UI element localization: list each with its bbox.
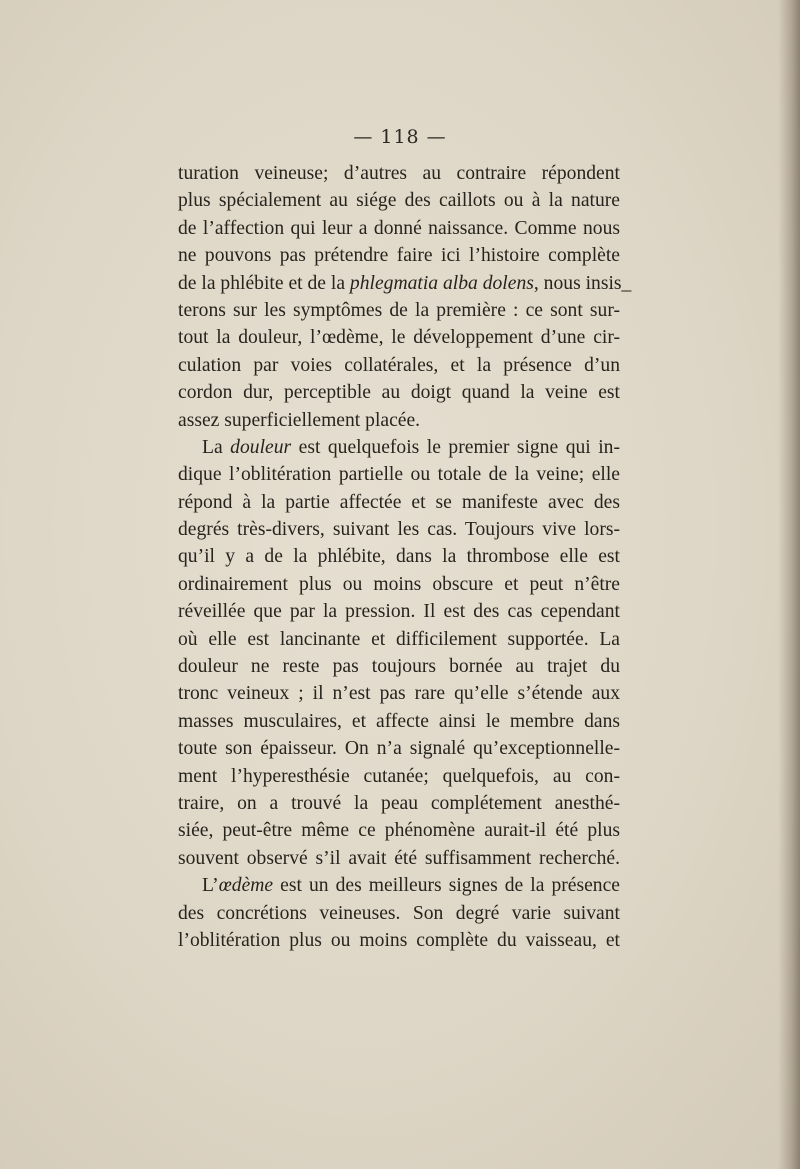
text-run: est quelquefois le premier signe qui in- <box>291 436 620 458</box>
text-line <box>178 680 620 707</box>
text-line <box>178 763 620 790</box>
text-line <box>178 187 620 214</box>
text-line <box>178 297 620 324</box>
text-run: tout la douleur, l’œdème, le développement d’une cir- <box>178 327 620 349</box>
italic-text: douleur <box>230 436 292 458</box>
text-line <box>178 489 620 516</box>
italic-text: œdème <box>218 875 274 897</box>
text-line <box>178 543 620 570</box>
text-run: ordinairement plus ou moins obscure et peut n’être <box>178 573 620 595</box>
text-line <box>178 215 620 242</box>
text-run: plus spécialement au siége des caillots ou à la nature <box>178 190 620 212</box>
text-line <box>178 927 620 954</box>
text-run: masses musculaires, et affecte ainsi le membre dans <box>178 710 620 732</box>
text-line <box>178 324 620 351</box>
text-run: de la phlébite et de la <box>178 272 350 294</box>
text-run: traire, on a trouvé la peau complétement anesthé- <box>178 792 620 814</box>
text-line <box>178 735 620 762</box>
italic-text: phlegmatia alba dolens <box>349 272 534 294</box>
text-line <box>178 626 620 653</box>
text-line <box>178 160 620 187</box>
text-run: turation veineuse; d’autres au contraire répondent <box>178 163 620 184</box>
text-line <box>178 242 620 269</box>
text-line <box>178 270 632 297</box>
text-line <box>178 817 620 844</box>
text-run: réveillée que par la pression. Il est des cas cependant <box>178 601 620 623</box>
text-run: L’ <box>202 875 219 897</box>
text-run: , nous insis_ <box>533 272 632 294</box>
text-run: ne pouvons pas prétendre faire ici l’histoire complète <box>178 245 620 267</box>
text-line <box>178 379 620 406</box>
text-line <box>178 434 620 461</box>
text-run: degrés très-divers, suivant les cas. Toujours vive lors- <box>178 519 620 541</box>
binding-shadow <box>778 0 800 1169</box>
text-line <box>178 461 620 488</box>
text-line <box>178 790 620 817</box>
text-line <box>178 571 620 598</box>
text-run: répond à la partie affectée et se manifeste avec des <box>178 491 620 513</box>
text-run: terons sur les symptômes de la première : ce sont sur- <box>178 299 620 321</box>
text-run: ment l’hyperesthésie cutanée; quelquefois, au con- <box>178 765 620 787</box>
text-run: de l’affection qui leur a donné naissance. Comme nous <box>178 217 620 239</box>
text-run: La <box>202 436 231 458</box>
text-run: tronc veineux ; il n’est pas rare qu’elle s’étende aux <box>178 683 620 705</box>
text-run: où elle est lancinante et difficilement supportée. La <box>178 628 620 650</box>
text-line <box>178 900 620 927</box>
text-run: douleur ne reste pas toujours bornée au trajet du <box>178 656 620 678</box>
text-run: siée, peut-être même ce phénomène aurait-il été plus <box>178 820 620 842</box>
text-line <box>178 598 620 625</box>
body-text <box>178 160 632 954</box>
text-run: cordon dur, perceptible au doigt quand la veine est <box>178 382 620 404</box>
text-run: culation par voies collatérales, et la présence d’un <box>178 354 620 376</box>
text-run: dique l’oblitération partielle ou totale de la veine; elle <box>178 464 620 486</box>
text-run: qu’il y a de la phlébite, dans la thrombose elle est <box>178 546 620 568</box>
text-run: des concrétions veineuses. Son degré varie suivant <box>178 902 620 924</box>
text-line <box>178 352 620 379</box>
page-number: — 118 — <box>353 126 447 148</box>
text-run: l’oblitération plus ou moins complète du vaisseau, et <box>178 929 620 951</box>
text-line <box>178 653 620 680</box>
text-line <box>178 516 620 543</box>
text-line <box>178 407 620 434</box>
text-run: assez superficiellement placée. <box>178 409 421 431</box>
text-line <box>178 845 620 872</box>
text-run: souvent observé s’il avait été suffisamment recherché. <box>178 847 620 869</box>
text-line <box>178 872 620 899</box>
text-line <box>178 708 620 735</box>
text-run: est un des meilleurs signes de la présence <box>273 875 620 897</box>
text-run: toute son épaisseur. On n’a signalé qu’exceptionnelle- <box>178 738 620 760</box>
